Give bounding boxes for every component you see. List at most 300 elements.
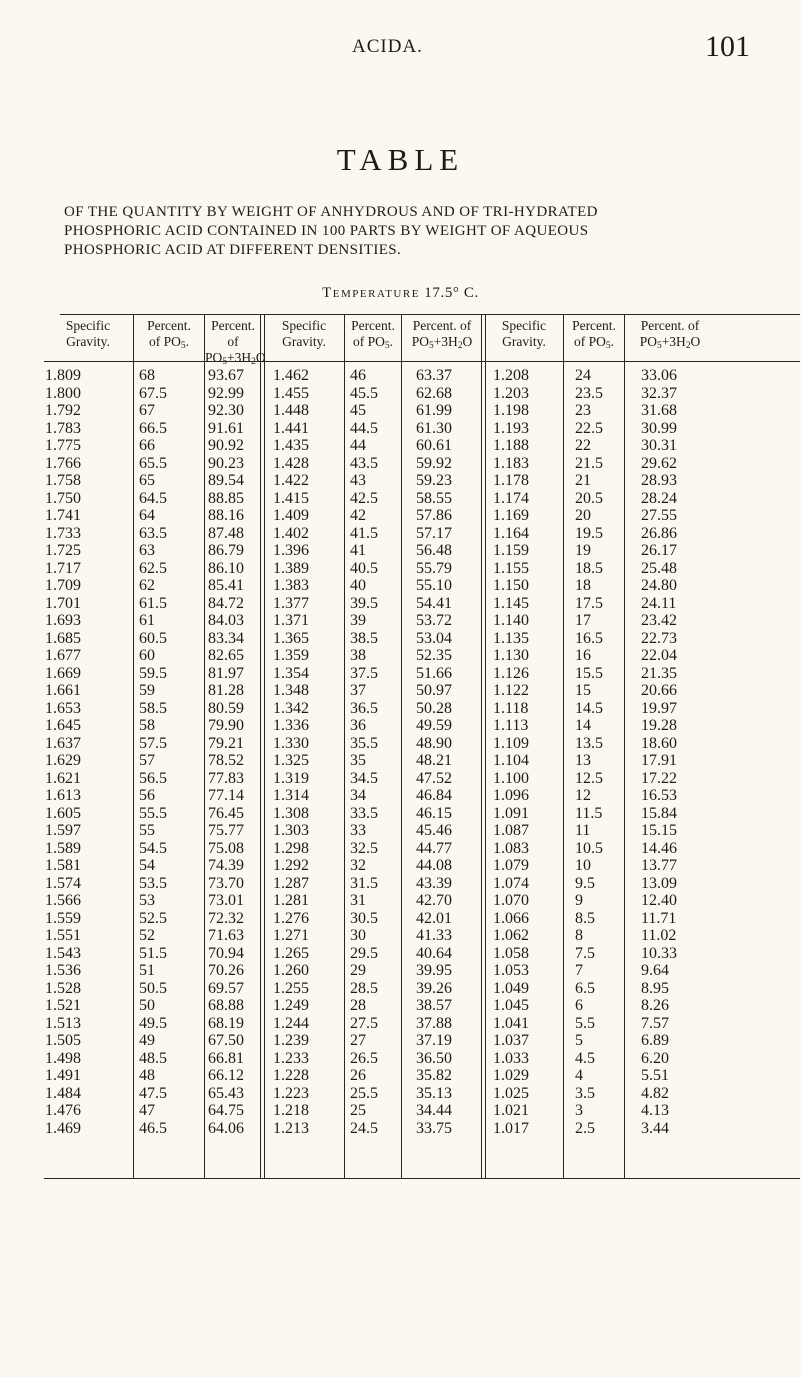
table-cell: 65	[139, 472, 155, 489]
table-cell: 28.24	[641, 489, 677, 507]
table-cell: 1.303	[273, 822, 309, 839]
table-cell: 1.402	[273, 524, 309, 542]
table-cell: 23.5	[575, 384, 603, 402]
header-percent-hydrate	[205, 318, 266, 367]
table-cell: 8.5	[575, 909, 595, 927]
table-cell: 11.71	[641, 909, 677, 927]
table-cell: 1.104	[493, 752, 529, 769]
table-cell: 1.792	[45, 402, 81, 419]
table-cell: 46	[350, 367, 366, 384]
table-cell: 1.126	[493, 664, 529, 682]
table-cell: 28	[350, 997, 366, 1014]
table-row	[0, 805, 801, 823]
table-cell: 1.087	[493, 822, 529, 839]
table-cell: 51	[139, 962, 155, 979]
table-cell: 18	[575, 577, 591, 594]
table-cell: 56.5	[139, 769, 167, 787]
table-cell: 10	[575, 857, 591, 874]
table-cell: 1.223	[273, 1084, 309, 1102]
table-cell: 1.559	[45, 909, 81, 927]
table-cell: 1.249	[273, 997, 309, 1014]
table-cell: 57.17	[416, 524, 452, 542]
table-cell: 73.01	[208, 892, 244, 909]
table-cell: 17.22	[641, 769, 677, 787]
header-specific-gravity	[485, 318, 563, 350]
table-cell: 7.57	[641, 1014, 669, 1032]
table-cell: 1.083	[493, 839, 529, 857]
table-cell: 16.53	[641, 787, 677, 804]
table-cell: 24	[575, 367, 591, 384]
table-cell: 48.90	[416, 734, 452, 752]
table-cell: 25	[350, 1102, 366, 1119]
table-cell: 1.766	[45, 454, 81, 472]
table-cell: 1.074	[493, 874, 529, 892]
table-cell: 1.645	[45, 717, 81, 734]
table-cell: 1.079	[493, 857, 529, 874]
table-row	[0, 945, 801, 963]
table-cell: 6.20	[641, 1049, 669, 1067]
table-cell: 51.5	[139, 944, 167, 962]
table-cell: 1.066	[493, 909, 529, 927]
table-cell: 48.21	[416, 752, 452, 769]
table-cell: 2.5	[575, 1119, 595, 1137]
table-cell: 53	[139, 892, 155, 909]
table-cell: 59.23	[416, 472, 452, 489]
table-cell: 1.174	[493, 489, 529, 507]
table-cell: 8.26	[641, 997, 669, 1014]
table-row	[0, 385, 801, 403]
table-cell: 12.40	[641, 892, 677, 909]
table-cell: 54.5	[139, 839, 167, 857]
table-cell: 1.159	[493, 542, 529, 559]
table-cell: 59.5	[139, 664, 167, 682]
table-cell: 41	[350, 542, 366, 559]
table-cell: 26.17	[641, 542, 677, 559]
table-cell: 1.783	[45, 419, 81, 437]
table-cell: 1.513	[45, 1014, 81, 1032]
table-cell: 5	[575, 1032, 583, 1049]
header-text: of $PO_5$.	[353, 334, 393, 351]
table-cell: 1.741	[45, 507, 81, 524]
table-cell: 1.498	[45, 1049, 81, 1067]
table-cell: 33.75	[416, 1119, 452, 1137]
table-cell: 34.5	[350, 769, 378, 787]
table-cell: 70.26	[208, 962, 244, 979]
table-cell: 30	[350, 927, 366, 944]
header-text: Specific	[65, 318, 111, 333]
header-text: Percent. of	[412, 318, 472, 333]
table-row	[0, 875, 801, 893]
table-row	[0, 437, 801, 455]
table-cell: 30.99	[641, 419, 677, 437]
table-cell: 36	[350, 717, 366, 734]
table-cell: 66.5	[139, 419, 167, 437]
table-cell: 1.566	[45, 892, 81, 909]
table-cell: 61	[139, 612, 155, 629]
table-cell: 17.91	[641, 752, 677, 769]
table-cell: 39	[350, 612, 366, 629]
table-cell: 47.5	[139, 1084, 167, 1102]
table-cell: 60.61	[416, 437, 452, 454]
table-cell: 1.109	[493, 734, 529, 752]
table-cell: 64.5	[139, 489, 167, 507]
caption-line: PHOSPHORIC ACID CONTAINED IN 100 PARTS BY WEIGHT OF AQUEOUS	[64, 223, 589, 239]
table-cell: 89.54	[208, 472, 244, 489]
table-cell: 1.521	[45, 997, 81, 1014]
table-cell: 61.99	[416, 402, 452, 419]
table-cell: 54	[139, 857, 155, 874]
table-cell: 1.164	[493, 524, 529, 542]
table-cell: 3.44	[641, 1119, 669, 1137]
table-cell: 71.63	[208, 927, 244, 944]
table-cell: 3	[575, 1102, 583, 1119]
table-cell: 1.218	[273, 1102, 309, 1119]
table-cell: 35	[350, 752, 366, 769]
table-row	[0, 822, 801, 840]
temperature-label: Temperature	[322, 285, 420, 301]
table-cell: 1.348	[273, 682, 309, 699]
table-cell: 1.183	[493, 454, 529, 472]
table-cell: 15.5	[575, 664, 603, 682]
table-cell: 7	[575, 962, 583, 979]
table-cell: 21	[575, 472, 591, 489]
table-cell: 1.287	[273, 874, 309, 892]
table-row	[0, 700, 801, 718]
table-cell: 1.717	[45, 559, 81, 577]
table-cell: 41.33	[416, 927, 452, 944]
table-cell: 44.5	[350, 419, 378, 437]
table-row	[0, 682, 801, 700]
table-cell: 1.661	[45, 682, 81, 699]
table-cell: 57	[139, 752, 155, 769]
table-cell: 36.5	[350, 699, 378, 717]
table-cell: 51.66	[416, 664, 452, 682]
table-cell: 1.809	[45, 367, 81, 384]
table-cell: 23	[575, 402, 591, 419]
table-cell: 8	[575, 927, 583, 944]
table-cell: 62.5	[139, 559, 167, 577]
table-cell: 1.058	[493, 944, 529, 962]
table-cell: 1.359	[273, 647, 309, 664]
table-cell: 1.308	[273, 804, 309, 822]
table-cell: 81.97	[208, 664, 244, 682]
table-cell: 43.39	[416, 874, 452, 892]
table-cell: 88.16	[208, 507, 244, 524]
header-rule	[44, 361, 800, 362]
table-cell: 1.029	[493, 1067, 529, 1084]
table-cell: 22.5	[575, 419, 603, 437]
table-cell: 1.613	[45, 787, 81, 804]
running-title: ACIDA.	[352, 36, 423, 57]
table-cell: 24.11	[641, 594, 677, 612]
table-cell: 30.31	[641, 437, 677, 454]
table-cell: 1.354	[273, 664, 309, 682]
table-cell: 1.409	[273, 507, 309, 524]
table-cell: 13	[575, 752, 591, 769]
table-cell: 1.330	[273, 734, 309, 752]
table-cell: 77.83	[208, 769, 244, 787]
table-cell: 6.89	[641, 1032, 669, 1049]
table-cell: 49.59	[416, 717, 452, 734]
table-cell: 90.92	[208, 437, 244, 454]
header-percent-po5	[345, 318, 401, 350]
table-cell: 1.325	[273, 752, 309, 769]
table-cell: 73.70	[208, 874, 244, 892]
table-cell: 37.19	[416, 1032, 452, 1049]
table-row	[0, 770, 801, 788]
table-cell: 38.5	[350, 629, 378, 647]
table-row	[0, 997, 801, 1015]
table-cell: 1.574	[45, 874, 81, 892]
header-text: Percent.	[351, 318, 395, 333]
header-text: Percent.	[147, 318, 191, 333]
table-cell: 64.06	[208, 1119, 244, 1137]
table-cell: 1.062	[493, 927, 529, 944]
table-cell: 5.51	[641, 1067, 669, 1084]
header-text: $PO_5+3H_2O$	[205, 350, 266, 367]
table-row	[0, 1085, 801, 1103]
table-cell: 1.017	[493, 1119, 529, 1137]
table-cell: 1.100	[493, 769, 529, 787]
header-percent-hydrate	[625, 318, 715, 350]
table-cell: 14.5	[575, 699, 603, 717]
table-cell: 20.5	[575, 489, 603, 507]
table-cell: 19.28	[641, 717, 677, 734]
table-cell: 35.82	[416, 1067, 452, 1084]
table-cell: 22	[575, 437, 591, 454]
table-row	[0, 665, 801, 683]
header-percent-po5	[564, 318, 624, 350]
table-cell: 61.5	[139, 594, 167, 612]
table-row	[0, 647, 801, 665]
table-row	[0, 787, 801, 805]
table-cell: 33	[350, 822, 366, 839]
table-cell: 39.26	[416, 979, 452, 997]
table-cell: 1.049	[493, 979, 529, 997]
table-cell: 56.48	[416, 542, 452, 559]
table-cell: 47	[139, 1102, 155, 1119]
table-cell: 52	[139, 927, 155, 944]
table-cell: 31.68	[641, 402, 677, 419]
table-cell: 29	[350, 962, 366, 979]
table-cell: 24.80	[641, 577, 677, 594]
table-cell: 1.319	[273, 769, 309, 787]
table-row	[0, 857, 801, 875]
table-cell: 68.19	[208, 1014, 244, 1032]
table-cell: 1.150	[493, 577, 529, 594]
table-cell: 44.08	[416, 857, 452, 874]
table-cell: 1.365	[273, 629, 309, 647]
table-cell: 43	[350, 472, 366, 489]
table-cell: 27	[350, 1032, 366, 1049]
table-cell: 17	[575, 612, 591, 629]
table-cell: 26.5	[350, 1049, 378, 1067]
caption-line: PHOSPHORIC ACID AT DIFFERENT DENSITIES.	[64, 242, 402, 258]
table-cell: 19.97	[641, 699, 677, 717]
table-row	[0, 980, 801, 998]
header-text: of $PO_5$.	[149, 334, 189, 351]
table-cell: 16.5	[575, 629, 603, 647]
table-cell: 5.5	[575, 1014, 595, 1032]
table-row	[0, 752, 801, 770]
table-row	[0, 542, 801, 560]
table-cell: 53.5	[139, 874, 167, 892]
table-cell: 38.57	[416, 997, 452, 1014]
table-cell: 36.50	[416, 1049, 452, 1067]
table-cell: 1.758	[45, 472, 81, 489]
table-bottom-rule	[44, 1178, 800, 1179]
table-row	[0, 717, 801, 735]
table-cell: 46.15	[416, 804, 452, 822]
table-cell: 1.228	[273, 1067, 309, 1084]
table-cell: 1.653	[45, 699, 81, 717]
table-cell: 20.66	[641, 682, 677, 699]
table-cell: 65.5	[139, 454, 167, 472]
table-cell: 81.28	[208, 682, 244, 699]
table-cell: 1.701	[45, 594, 81, 612]
table-cell: 1.045	[493, 997, 529, 1014]
table-row	[0, 525, 801, 543]
table-cell: 1.118	[493, 699, 529, 717]
table-row	[0, 420, 801, 438]
table-row	[0, 507, 801, 525]
table-cell: 37.88	[416, 1014, 452, 1032]
table-cell: 32.37	[641, 384, 677, 402]
table-cell: 66.12	[208, 1067, 244, 1084]
table-cell: 22.73	[641, 629, 677, 647]
page-number: 101	[705, 30, 750, 63]
table-row	[0, 630, 801, 648]
table-cell: 6.5	[575, 979, 595, 997]
table-cell: 16	[575, 647, 591, 664]
table-cell: 92.99	[208, 384, 244, 402]
table-cell: 55.10	[416, 577, 452, 594]
table-cell: 56	[139, 787, 155, 804]
table-cell: 1.113	[493, 717, 529, 734]
table-cell: 1.276	[273, 909, 309, 927]
table-cell: 1.725	[45, 542, 81, 559]
table-cell: 1.629	[45, 752, 81, 769]
table-cell: 3.5	[575, 1084, 595, 1102]
table-cell: 62.68	[416, 384, 452, 402]
table-cell: 1.021	[493, 1102, 529, 1119]
table-cell: 62	[139, 577, 155, 594]
table-cell: 49.5	[139, 1014, 167, 1032]
table-cell: 1.091	[493, 804, 529, 822]
table-cell: 1.597	[45, 822, 81, 839]
table-cell: 1.169	[493, 507, 529, 524]
table-cell: 1.469	[45, 1119, 81, 1137]
table-cell: 1.750	[45, 489, 81, 507]
table-cell: 26	[350, 1067, 366, 1084]
table-cell: 50	[139, 997, 155, 1014]
table-cell: 1.455	[273, 384, 309, 402]
table-cell: 1.198	[493, 402, 529, 419]
table-row	[0, 560, 801, 578]
table-cell: 1.422	[273, 472, 309, 489]
table-row	[0, 927, 801, 945]
table-cell: 27.55	[641, 507, 677, 524]
table-cell: 45	[350, 402, 366, 419]
table-cell: 46.84	[416, 787, 452, 804]
table-cell: 48	[139, 1067, 155, 1084]
table-cell: 57.5	[139, 734, 167, 752]
table-cell: 1.491	[45, 1067, 81, 1084]
table-cell: 70.94	[208, 944, 244, 962]
table-cell: 27.5	[350, 1014, 378, 1032]
table-cell: 41.5	[350, 524, 378, 542]
table-cell: 31	[350, 892, 366, 909]
table-top-rule	[60, 314, 800, 315]
header-text: Percent.	[572, 318, 616, 333]
table-cell: 46.5	[139, 1119, 167, 1137]
table-cell: 37.5	[350, 664, 378, 682]
table-cell: 25.48	[641, 559, 677, 577]
table-cell: 67.5	[139, 384, 167, 402]
table-cell: 29.5	[350, 944, 378, 962]
table-cell: 14.46	[641, 839, 677, 857]
table-cell: 86.10	[208, 559, 244, 577]
table-cell: 79.90	[208, 717, 244, 734]
table-row	[0, 962, 801, 980]
table-row	[0, 1032, 801, 1050]
header-text: $PO_5+3H_2O$	[411, 334, 473, 351]
table-cell: 86.79	[208, 542, 244, 559]
table-cell: 1.208	[493, 367, 529, 384]
table-cell: 59	[139, 682, 155, 699]
table-cell: 1.145	[493, 594, 529, 612]
table-cell: 58	[139, 717, 155, 734]
table-cell: 10.33	[641, 944, 677, 962]
table-cell: 63	[139, 542, 155, 559]
table-cell: 67.50	[208, 1032, 244, 1049]
table-cell: 30.5	[350, 909, 378, 927]
table-cell: 39.95	[416, 962, 452, 979]
table-cell: 40.64	[416, 944, 452, 962]
table-cell: 1.415	[273, 489, 309, 507]
header-specific-gravity	[44, 318, 132, 350]
table-cell: 1.096	[493, 787, 529, 804]
table-cell: 1.342	[273, 699, 309, 717]
table-cell: 1.213	[273, 1119, 309, 1137]
table-cell: 42.01	[416, 909, 452, 927]
table-cell: 67	[139, 402, 155, 419]
table-cell: 66.81	[208, 1049, 244, 1067]
running-head	[0, 30, 801, 74]
table-cell: 64	[139, 507, 155, 524]
temperature-note	[0, 285, 801, 302]
table-cell: 43.5	[350, 454, 378, 472]
table-cell: 1.396	[273, 542, 309, 559]
table-cell: 1.371	[273, 612, 309, 629]
table-caption	[64, 203, 764, 260]
table-cell: 1.244	[273, 1014, 309, 1032]
table-row	[0, 840, 801, 858]
table-cell: 35.13	[416, 1084, 452, 1102]
table-cell: 63.5	[139, 524, 167, 542]
table-cell: 60	[139, 647, 155, 664]
table-cell: 1.130	[493, 647, 529, 664]
table-cell: 48.5	[139, 1049, 167, 1067]
table-cell: 1.281	[273, 892, 309, 909]
table-cell: 65.43	[208, 1084, 244, 1102]
table-row	[0, 402, 801, 420]
table-cell: 1.292	[273, 857, 309, 874]
table-cell: 87.48	[208, 524, 244, 542]
table-cell: 1.435	[273, 437, 309, 454]
table-cell: 1.188	[493, 437, 529, 454]
table-cell: 1.800	[45, 384, 81, 402]
